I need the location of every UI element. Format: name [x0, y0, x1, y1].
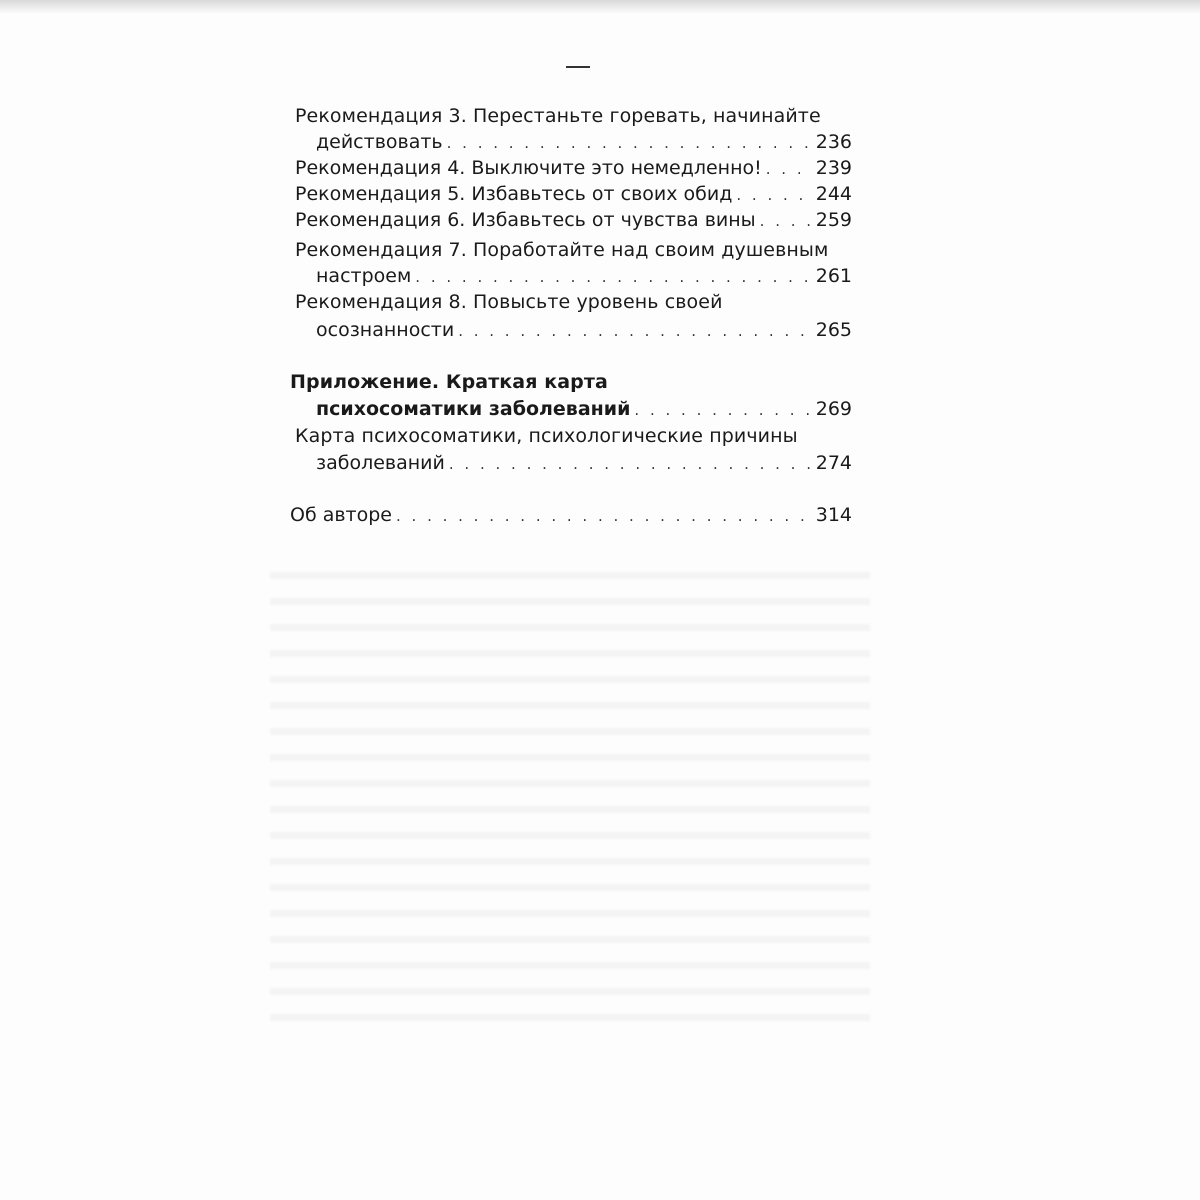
toc-page-number: 314 — [815, 504, 852, 526]
toc-entry[interactable] — [316, 263, 852, 290]
dot-leader — [415, 264, 809, 290]
toc-entry[interactable] — [316, 450, 852, 477]
toc-entry[interactable] — [295, 181, 852, 208]
toc-entry-label: Рекомендация 4. Выключите это немедленно! — [295, 157, 762, 179]
toc-entry-line: Рекомендация 3. Перестаньте горевать, начинайте — [295, 105, 821, 127]
toc-entry-label: осознанности — [316, 319, 455, 341]
toc-entry-label: настроем — [316, 265, 412, 287]
toc-entry[interactable] — [316, 317, 852, 344]
dot-leader — [766, 156, 810, 182]
toc-entry-label: Рекомендация 5. Избавьтесь от своих обид — [295, 183, 733, 205]
toc-entry-label: Рекомендация 6. Избавьтесь от чувства вины — [295, 209, 756, 231]
toc-entry-line: Рекомендация 7. Поработайте над своим душевным — [295, 239, 829, 261]
toc-entry-line: Рекомендация 8. Повысьте уровень своей — [295, 291, 723, 313]
dot-leader — [736, 182, 809, 208]
dot-leader — [396, 503, 810, 529]
toc-page-number: 265 — [815, 319, 852, 341]
toc-section-label: психосоматики заболеваний — [316, 398, 631, 420]
toc-section-entry[interactable] — [316, 396, 852, 423]
toc-entry[interactable] — [290, 502, 852, 529]
toc-page-number: 244 — [815, 183, 852, 205]
toc-entry-label: Об авторе — [290, 504, 392, 526]
dot-leader — [447, 130, 810, 156]
toc-page-number: 259 — [815, 209, 852, 231]
toc-page-number: 274 — [815, 452, 852, 474]
toc-page-number: 269 — [815, 398, 852, 420]
dot-leader — [449, 451, 810, 477]
toc-entry[interactable] — [295, 207, 852, 234]
toc-page-number: 236 — [815, 131, 852, 153]
toc-entry[interactable] — [316, 129, 852, 156]
dot-leader — [458, 318, 810, 344]
dot-leader — [634, 397, 809, 423]
dot-leader — [760, 208, 810, 234]
toc-section-line: Приложение. Краткая карта — [290, 371, 608, 393]
toc-page-number: 261 — [815, 265, 852, 287]
toc-page-number: 239 — [815, 157, 852, 179]
toc-entry-label: заболеваний — [316, 452, 445, 474]
toc-entry-label: действовать — [316, 131, 443, 153]
toc-entry-line: Карта психосоматики, психологические причины — [295, 425, 798, 447]
toc-entry[interactable] — [295, 155, 852, 182]
